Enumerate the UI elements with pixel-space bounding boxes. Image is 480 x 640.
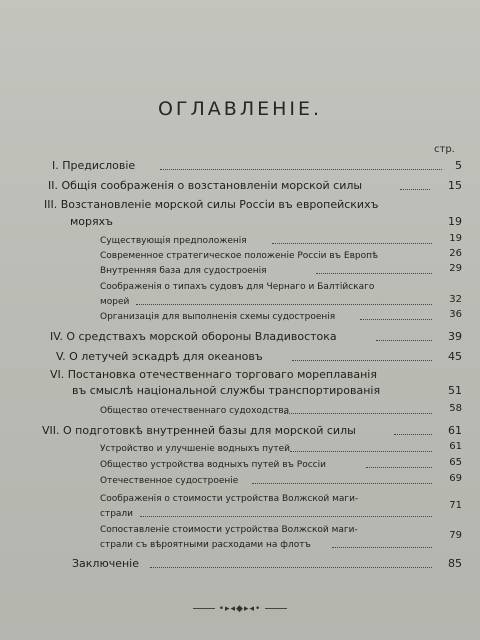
leader-dots — [316, 273, 432, 274]
leader-dots — [160, 169, 442, 170]
toc-title: О летучей эскадрѣ для океановъ — [69, 350, 263, 363]
page-title: ОГЛАВЛЕНІЕ. — [157, 98, 323, 120]
leader-dots — [400, 189, 430, 190]
leader-dots — [150, 567, 432, 568]
leader-dots — [394, 434, 432, 435]
toc-entry-4 — [50, 330, 337, 344]
toc-title: Постановка отечественнаго торговаго мореплаванія — [67, 368, 377, 381]
toc-title: О средствахъ морской обороны Владивостока — [66, 330, 337, 343]
toc-page-number: 36 — [449, 309, 462, 320]
toc-numeral: VI. — [50, 368, 65, 381]
toc-subentry: Существующія предположенія — [100, 236, 247, 246]
toc-page-number: 58 — [449, 403, 462, 414]
leader-dots — [140, 516, 432, 517]
toc-title: Возстановленіе морской силы Россіи въ европейскихъ — [60, 198, 379, 211]
leader-dots — [284, 413, 432, 414]
toc-page-number: 51 — [448, 384, 462, 397]
toc-page-number: 26 — [449, 248, 462, 259]
toc-page-number: 39 — [448, 330, 462, 343]
toc-numeral: V. — [56, 350, 66, 363]
toc-page-number: 19 — [449, 233, 462, 244]
toc-entry-2 — [48, 179, 362, 193]
toc-entry-3 — [44, 198, 378, 212]
toc-subentry: Внутренняя база для судостроенія — [100, 266, 267, 276]
toc-page-number: 79 — [449, 530, 462, 541]
toc-page-number: 45 — [448, 350, 462, 363]
toc-page-number: 32 — [449, 294, 462, 305]
toc-page-number: 61 — [448, 424, 462, 437]
toc-page-number: 5 — [455, 159, 462, 172]
toc-subentry: Современное стратегическое положеніе Россіи въ Европѣ — [100, 251, 379, 261]
toc-numeral: IV. — [50, 330, 63, 343]
toc-numeral: I. — [52, 159, 59, 172]
leader-dots — [136, 304, 432, 305]
toc-page-number: 19 — [448, 215, 462, 228]
toc-page-number: 15 — [448, 179, 462, 192]
leader-dots — [290, 451, 432, 452]
toc-page-number: 69 — [449, 473, 462, 484]
toc-subentry: Организація для выполненія схемы судостроенія — [100, 312, 336, 322]
toc-entry-conclusion: Заключеніе — [72, 557, 140, 570]
toc-subentry: Соображенія о типахъ судовъ для Чернаго и Балтійскаго — [100, 282, 375, 292]
toc-page-number: 61 — [449, 441, 462, 452]
toc-title: О подготовкѣ внутренней базы для морской силы — [63, 424, 356, 437]
toc-entry-6 — [50, 368, 377, 382]
leader-dots — [376, 340, 432, 341]
leader-dots — [366, 467, 432, 468]
toc-subentry: Сопоставленіе стоимости устройства Волжской маги- — [100, 525, 358, 535]
toc-subentry-continuation: страли — [100, 509, 134, 519]
toc-entry-5 — [56, 350, 263, 364]
toc-numeral: II. — [48, 179, 58, 192]
leader-dots — [332, 547, 432, 548]
toc-page-number: 85 — [448, 557, 462, 570]
toc-subentry: Соображенія о стоимости устройства Волжской маги- — [100, 494, 359, 504]
toc-subentry: Отечественное судостроеніе — [100, 476, 239, 486]
leader-dots — [272, 243, 432, 244]
toc-entry-1 — [52, 159, 135, 173]
toc-subentry-continuation: страли съ вѣроятными расходами на флотъ — [100, 540, 311, 550]
leader-dots — [360, 319, 432, 320]
toc-page-number: 29 — [449, 263, 462, 274]
toc-numeral: VII. — [42, 424, 60, 437]
toc-page-number: 71 — [449, 500, 462, 511]
toc-title: Общія соображенія о возстановленіи морской силы — [61, 179, 363, 192]
toc-title: Предисловіе — [62, 159, 136, 172]
toc-entry-7 — [42, 424, 356, 438]
page-column-label: стр. — [434, 144, 455, 155]
toc-subentry: Общество отечественнаго судоходства — [100, 406, 290, 416]
toc-entry-3-continuation: моряхъ — [70, 215, 113, 228]
leader-dots — [292, 360, 432, 361]
ornament-divider: •▸◂◆▸◂• — [0, 604, 480, 614]
toc-subentry: Общество устройства водныхъ путей въ Россіи — [100, 460, 326, 470]
toc-page-number: 65 — [449, 457, 462, 468]
leader-dots — [252, 483, 432, 484]
toc-entry-6-continuation: въ смыслѣ національной службы транспортированія — [72, 384, 381, 397]
toc-subentry: Устройство и улучшеніе водныхъ путей — [100, 444, 291, 454]
toc-numeral: III. — [44, 198, 58, 211]
toc-subentry-continuation: морей — [100, 297, 130, 307]
